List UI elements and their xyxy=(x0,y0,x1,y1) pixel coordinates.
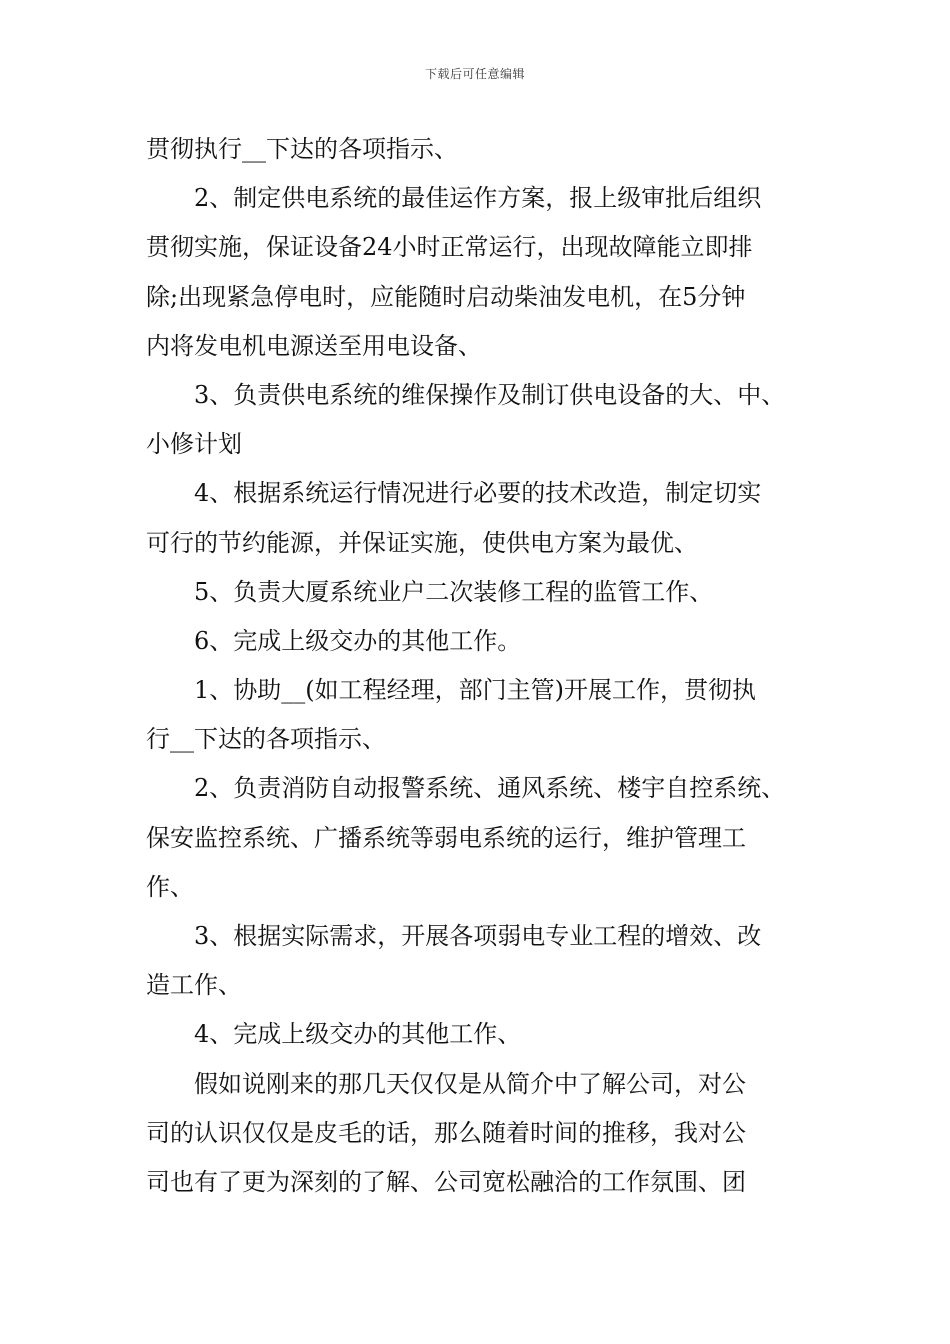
text-line: 1、协助__(如工程经理，部门主管)开展工作，贯彻执 xyxy=(194,676,756,705)
text-line: 司的认识仅仅是皮毛的话，那么随着时间的推移，我对公 xyxy=(146,1118,746,1147)
text-line: 作、 xyxy=(146,872,194,901)
text-line: 可行的节约能源，并保证实施，使供电方案为最优、 xyxy=(146,528,698,557)
page-header: 下载后可任意编辑 xyxy=(424,67,525,81)
text-line: 造工作、 xyxy=(146,971,242,1000)
text-line: 贯彻实施，保证设备24小时正常运行，出现故障能立即排 xyxy=(146,233,753,262)
text-line: 行__下达的各项指示、 xyxy=(146,725,386,754)
document-body xyxy=(146,125,818,1207)
text-line: 6、完成上级交办的其他工作。 xyxy=(194,626,522,655)
text-line: 3、负责供电系统的维保操作及制订供电设备的大、中、 xyxy=(194,380,786,409)
text-line: 内将发电机电源送至用电设备、 xyxy=(146,331,482,360)
text-line: 4、完成上级交办的其他工作、 xyxy=(194,1020,522,1049)
text-line: 司也有了更为深刻的了解、公司宽松融洽的工作氛围、团 xyxy=(146,1167,746,1196)
text-line: 贯彻执行__下达的各项指示、 xyxy=(146,135,458,163)
text-line: 5、负责大厦系统业户二次装修工程的监管工作、 xyxy=(194,577,714,606)
text-line: 小修计划 xyxy=(146,430,242,459)
text-line: 4、根据系统运行情况进行必要的技术改造，制定切实 xyxy=(194,479,762,508)
text-line: 保安监控系统、广播系统等弱电系统的运行，维护管理工 xyxy=(146,823,746,852)
text-line: 2、制定供电系统的最佳运作方案，报上级审批后组织 xyxy=(194,184,762,213)
text-line: 除;出现紧急停电时，应能随时启动柴油发电机，在5分钟 xyxy=(146,282,746,311)
text-line: 3、根据实际需求，开展各项弱电专业工程的增效、改 xyxy=(194,922,762,950)
text-line: 2、负责消防自动报警系统、通风系统、楼宇自控系统、 xyxy=(194,774,786,803)
text-line: 假如说刚来的那几天仅仅是从简介中了解公司，对公 xyxy=(194,1069,746,1098)
